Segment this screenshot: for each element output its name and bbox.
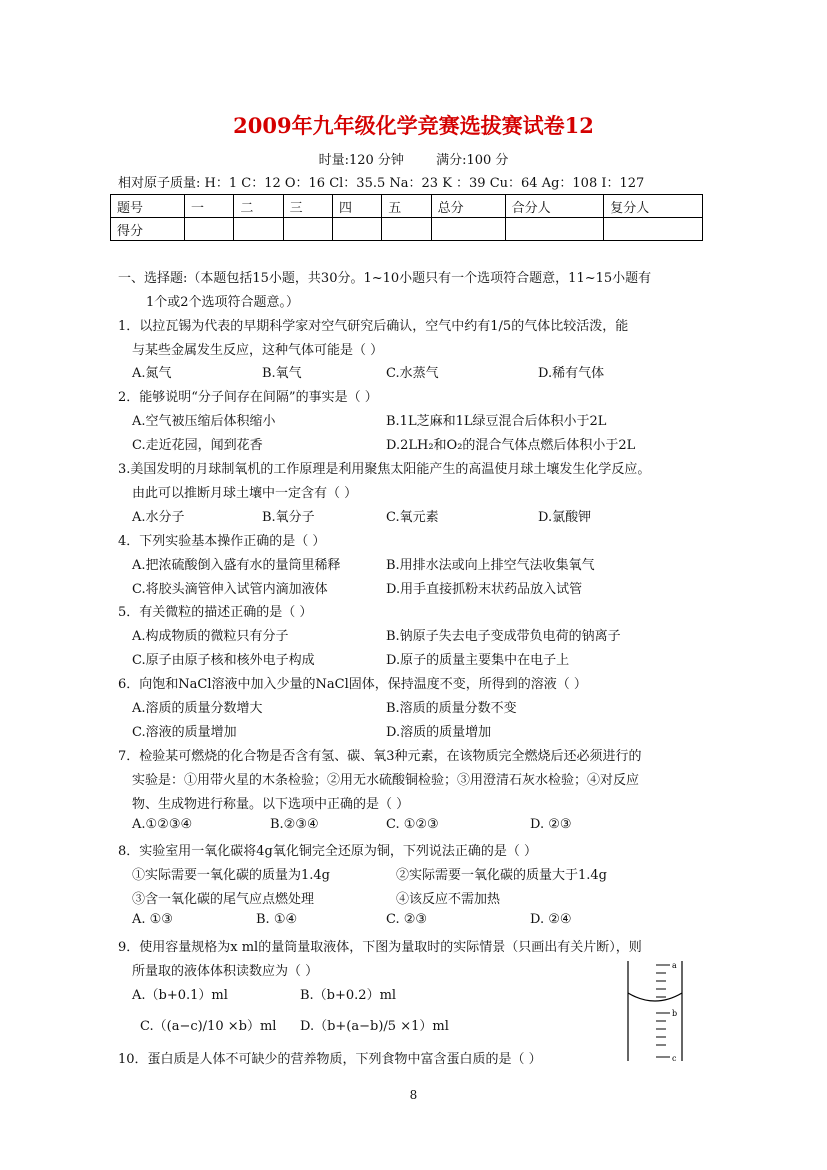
option: B.氧气 (262, 366, 302, 381)
option: B.（b+0.2）ml (300, 988, 397, 1003)
option: B.氧分子 (262, 510, 315, 525)
statement: ①实际需要一氧化碳的质量为1.4g (132, 868, 330, 883)
option: C. ①②③ (386, 817, 439, 832)
option: C.溶液的质量增加 (132, 725, 237, 740)
option: A.构成物质的微粒只有分子 (132, 629, 289, 644)
question-7-cont: 实验是：①用带火星的木条检验；②用无水硫酸铜检验；③用澄清石灰水检验；④对反应 (132, 773, 640, 788)
score-table-cell: 三 (283, 195, 332, 218)
statement: ④该反应不需加热 (396, 892, 501, 907)
question-1-cont: 与某些金属发生反应，这种气体可能是（ ） (132, 343, 384, 358)
question-1: 1．以拉瓦锡为代表的早期科学家对空气研究后确认，空气中约有1/5的气体比较活泼，能 (118, 319, 629, 334)
exam-time: 时量:120 分钟 (318, 153, 404, 168)
option: C.原子由原子核和核外电子构成 (132, 653, 315, 668)
score-table-cell: 五 (382, 195, 431, 218)
option: C.（(a−c)/10 ×b）ml (140, 1019, 277, 1034)
option: A.溶质的质量分数增大 (132, 701, 263, 716)
option: D.（b+(a−b)/5 ×1）ml (300, 1019, 449, 1034)
score-table-cell: 合分人 (505, 195, 604, 218)
score-input-cell[interactable] (604, 218, 703, 241)
score-input-cell[interactable] (431, 218, 505, 241)
option: D.原子的质量主要集中在电子上 (386, 653, 570, 668)
score-table-header-row (111, 195, 703, 218)
score-table-cell: 四 (332, 195, 381, 218)
question-3-cont: 由此可以推断月球土壤中一定含有（ ） (132, 486, 358, 501)
option: D.稀有气体 (538, 366, 605, 381)
score-input-cell[interactable] (332, 218, 381, 241)
option: C. ②③ (386, 912, 428, 927)
statement: ②实际需要一氧化碳的质量大于1.4g (396, 868, 607, 883)
option: C.水蒸气 (386, 366, 439, 381)
score-table-cell: 一 (184, 195, 233, 218)
score-input-cell[interactable] (234, 218, 283, 241)
score-input-cell[interactable] (184, 218, 233, 241)
question-9: 9．使用容量规格为x ml的量筒量取液体，下图为量取时的实际情景（只画出有关片断），则 (118, 940, 642, 955)
label-c: c (672, 1054, 677, 1063)
option: B.用排水法或向上排空气法收集氧气 (386, 558, 595, 573)
atomic-mass-line: 相对原子质量: H：1 C：12 O：16 Cl：35.5 Na：23 K ：39 Cu：64 Ag：108 I：127 (118, 176, 645, 191)
score-input-cell[interactable] (505, 218, 604, 241)
exam-full-score: 满分:100 分 (436, 153, 509, 168)
score-row-label: 得分 (111, 218, 185, 241)
option: A.水分子 (132, 510, 185, 525)
option: C.走近花园，闻到花香 (132, 438, 263, 453)
option: D. ②④ (530, 912, 572, 927)
question-5: 5．有关微粒的描述正确的是（ ） (118, 605, 313, 620)
section-heading: 一、选择题:（本题包括15小题，共30分。1~10小题只有一个选项符合题意，11~15小题有 (118, 271, 652, 286)
label-a: a (672, 961, 677, 970)
statement: ③含一氧化碳的尾气应点燃处理 (132, 892, 315, 907)
score-table-cell: 总分 (431, 195, 505, 218)
page-number: 8 (409, 1088, 418, 1102)
option: A.把浓硫酸倒入盛有水的量筒里稀释 (132, 558, 341, 573)
question-7-cont: 物、生成物进行称量。以下选项中正确的是（ ） (132, 797, 410, 812)
question-6: 6．向饱和NaCl溶液中加入少量的NaCl固体，保持温度不变，所得到的溶液（ ） (118, 677, 587, 692)
option: B.②③④ (270, 817, 319, 832)
score-table-cell: 二 (234, 195, 283, 218)
option: D.用手直接抓粉末状药品放入试管 (386, 582, 583, 597)
option: D. ②③ (530, 817, 572, 832)
option: A. ①③ (132, 912, 173, 927)
question-8: 8．实验室用一氧化碳将4g氧化铜完全还原为铜，下列说法正确的是（ ） (118, 844, 537, 859)
question-10: 10．蛋白质是人体不可缺少的营养物质，下列食物中富含蛋白质的是（ ） (118, 1052, 542, 1067)
option: B.钠原子失去电子变成带负电荷的钠离子 (386, 629, 621, 644)
score-input-cell[interactable] (283, 218, 332, 241)
option: A.①②③④ (132, 817, 193, 832)
label-b: b (672, 1009, 678, 1018)
option: D.氯酸钾 (538, 510, 592, 525)
option: A.（b+0.1）ml (132, 988, 228, 1003)
question-7: 7．检验某可燃烧的化合物是否含有氢、碳、氧3种元素，在该物质完全燃烧后还必须进行的 (118, 749, 642, 764)
exam-meta (0, 149, 827, 168)
option: B. ①④ (256, 912, 298, 927)
question-2: 2．能够说明“分子间存在间隔”的事实是（ ） (118, 390, 378, 405)
option: D.2LH₂和O₂的混合气体点燃后体积小于2L (386, 438, 636, 453)
question-9-cont: 所量取的液体体积读数应为（ ） (132, 964, 319, 979)
section-heading-cont: 1个或2个选项符合题意。） (146, 295, 300, 310)
option: B.1L芝麻和1L绿豆混合后体积小于2L (386, 414, 607, 429)
option: B.溶质的质量分数不变 (386, 701, 517, 716)
score-table (110, 194, 703, 241)
score-table-row (111, 218, 703, 241)
option: C.将胶头滴管伸入试管内滴加液体 (132, 582, 328, 597)
option: A.氮气 (132, 366, 172, 381)
question-3: 3.美国发明的月球制氧机的工作原理是利用聚焦太阳能产生的高温使月球土壤发生化学反应。 (118, 462, 651, 477)
graduated-cylinder-figure (620, 957, 690, 1065)
question-4: 4．下列实验基本操作正确的是（ ） (118, 534, 326, 549)
option: C.氧元素 (386, 510, 439, 525)
score-input-cell[interactable] (382, 218, 431, 241)
score-table-cell: 复分人 (604, 195, 703, 218)
page-title: 2009年九年级化学竞赛选拔赛试卷12 (233, 113, 594, 138)
option: A.空气被压缩后体积缩小 (132, 414, 276, 429)
option: D.溶质的质量增加 (386, 725, 492, 740)
score-table-cell: 题号 (111, 195, 185, 218)
